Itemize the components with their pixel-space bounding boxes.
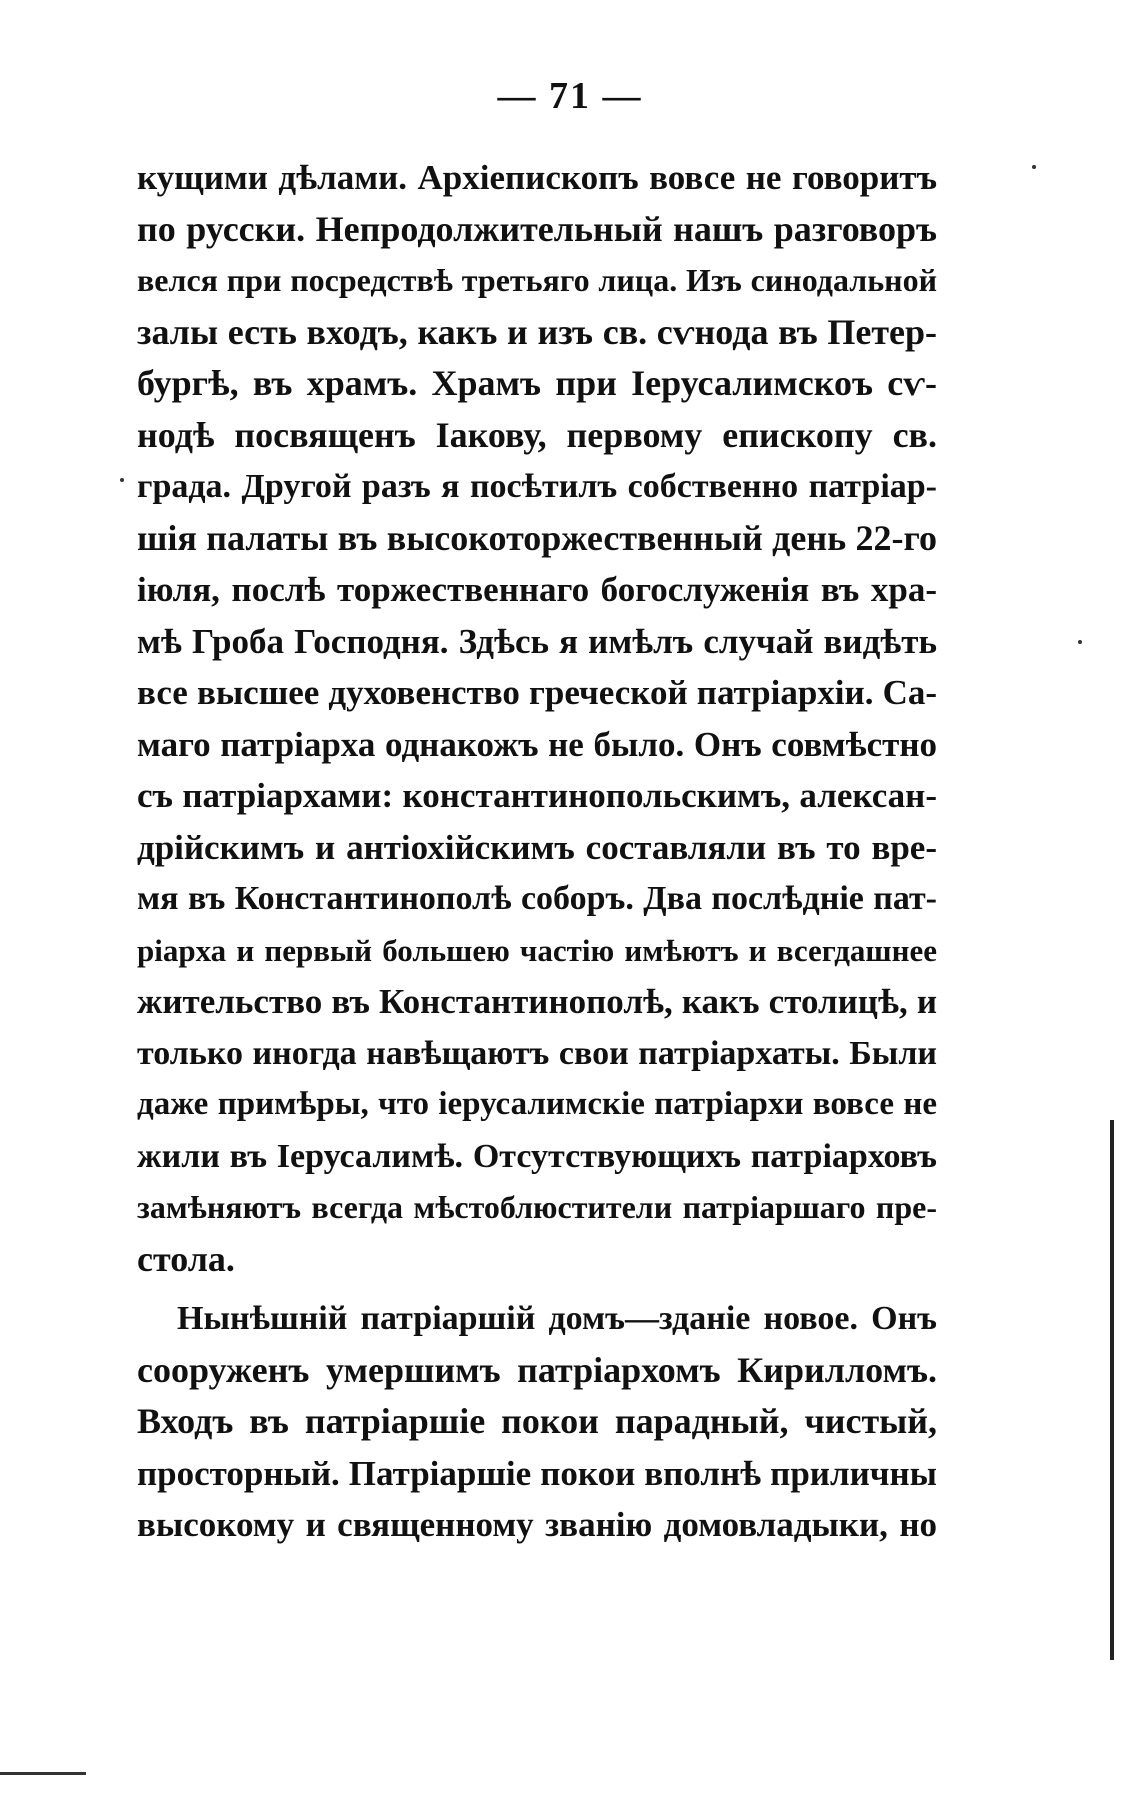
- text-line: ріарха и первый большею частію имѣютъ и всегдашнее: [137, 932, 937, 968]
- text-line: просторный. Патріаршіе покои вполнѣ приличны: [137, 1453, 937, 1493]
- paragraph-gap: [137, 1285, 937, 1293]
- text-line: даже примѣры, что іерусалимскіе патріархи вовсе не: [137, 1086, 937, 1122]
- page-number: — 71 —: [497, 75, 643, 117]
- text-line: жили въ Іерусалимѣ. Отсутствующихъ патріарховъ: [137, 1137, 937, 1175]
- text-line: велся при посредствѣ третьяго лица. Изъ синодальной: [137, 262, 937, 298]
- text-line: нодѣ посвященъ Іакову, первому епископу св.: [137, 414, 937, 455]
- paragraph-1: [137, 152, 937, 1285]
- text-line: залы есть входъ, какъ и изъ св. сѵнода въ Петер-: [137, 311, 937, 352]
- body-text: [137, 152, 937, 1551]
- scan-edge-line: [0, 1772, 86, 1775]
- text-line: дрійскимъ и антіохійскимъ составляли въ то вре-: [137, 827, 937, 867]
- scan-speck: [120, 478, 124, 482]
- text-line: іюля, послѣ торжественнаго богослуженія въ хра-: [137, 570, 937, 609]
- text-line: Нынѣшній патріаршій домъ—зданіе новое. Онъ: [177, 1300, 937, 1337]
- text-line: кущими дѣлами. Архіепископъ вовсе не говоритъ: [137, 158, 937, 197]
- paragraph-2: [137, 1293, 937, 1551]
- text-line: стола.: [137, 1238, 235, 1279]
- text-line: замѣняютъ всегда мѣстоблюстители патріаршаго пре-: [137, 1189, 937, 1225]
- scan-speck: [1032, 165, 1036, 169]
- scan-edge-line: [1110, 1120, 1114, 1660]
- text-line: Входъ въ патріаршіе покои парадный, чистый,: [137, 1401, 937, 1441]
- text-line: маго патріарха однакожъ не было. Онъ совмѣстно: [137, 724, 937, 764]
- scan-speck: [1078, 640, 1082, 644]
- text-line: града. Другой разъ я посѣтилъ собственно патріар-: [137, 468, 937, 505]
- text-line: жительство въ Константинополѣ, какъ столицѣ, и: [137, 982, 937, 1021]
- text-line: все высшее духовенство греческой патріархіи. Са-: [137, 673, 937, 712]
- text-line: мя въ Константинополѣ соборъ. Два послѣдніе пат-: [137, 880, 937, 917]
- text-line: сооруженъ умершимъ патріархомъ Кирилломъ.: [137, 1349, 937, 1390]
- text-line: по русски. Непродолжительный нашъ разговоръ: [137, 208, 937, 249]
- text-line: съ патріархами: константинопольскимъ, алексан-: [137, 776, 937, 815]
- text-line: бургѣ, въ храмъ. Храмъ при Іерусалимскоъ сѵ-: [137, 363, 937, 403]
- text-line: мѣ Гроба Господня. Здѣсь я имѣлъ случай видѣть: [137, 621, 937, 661]
- text-line: высокому и священному званію домовладыки, но: [137, 1505, 937, 1544]
- text-line: только иногда навѣщаютъ свои патріархаты. Были: [137, 1034, 937, 1072]
- text-line: шія палаты въ высокоторжественный день 22-го: [137, 517, 937, 558]
